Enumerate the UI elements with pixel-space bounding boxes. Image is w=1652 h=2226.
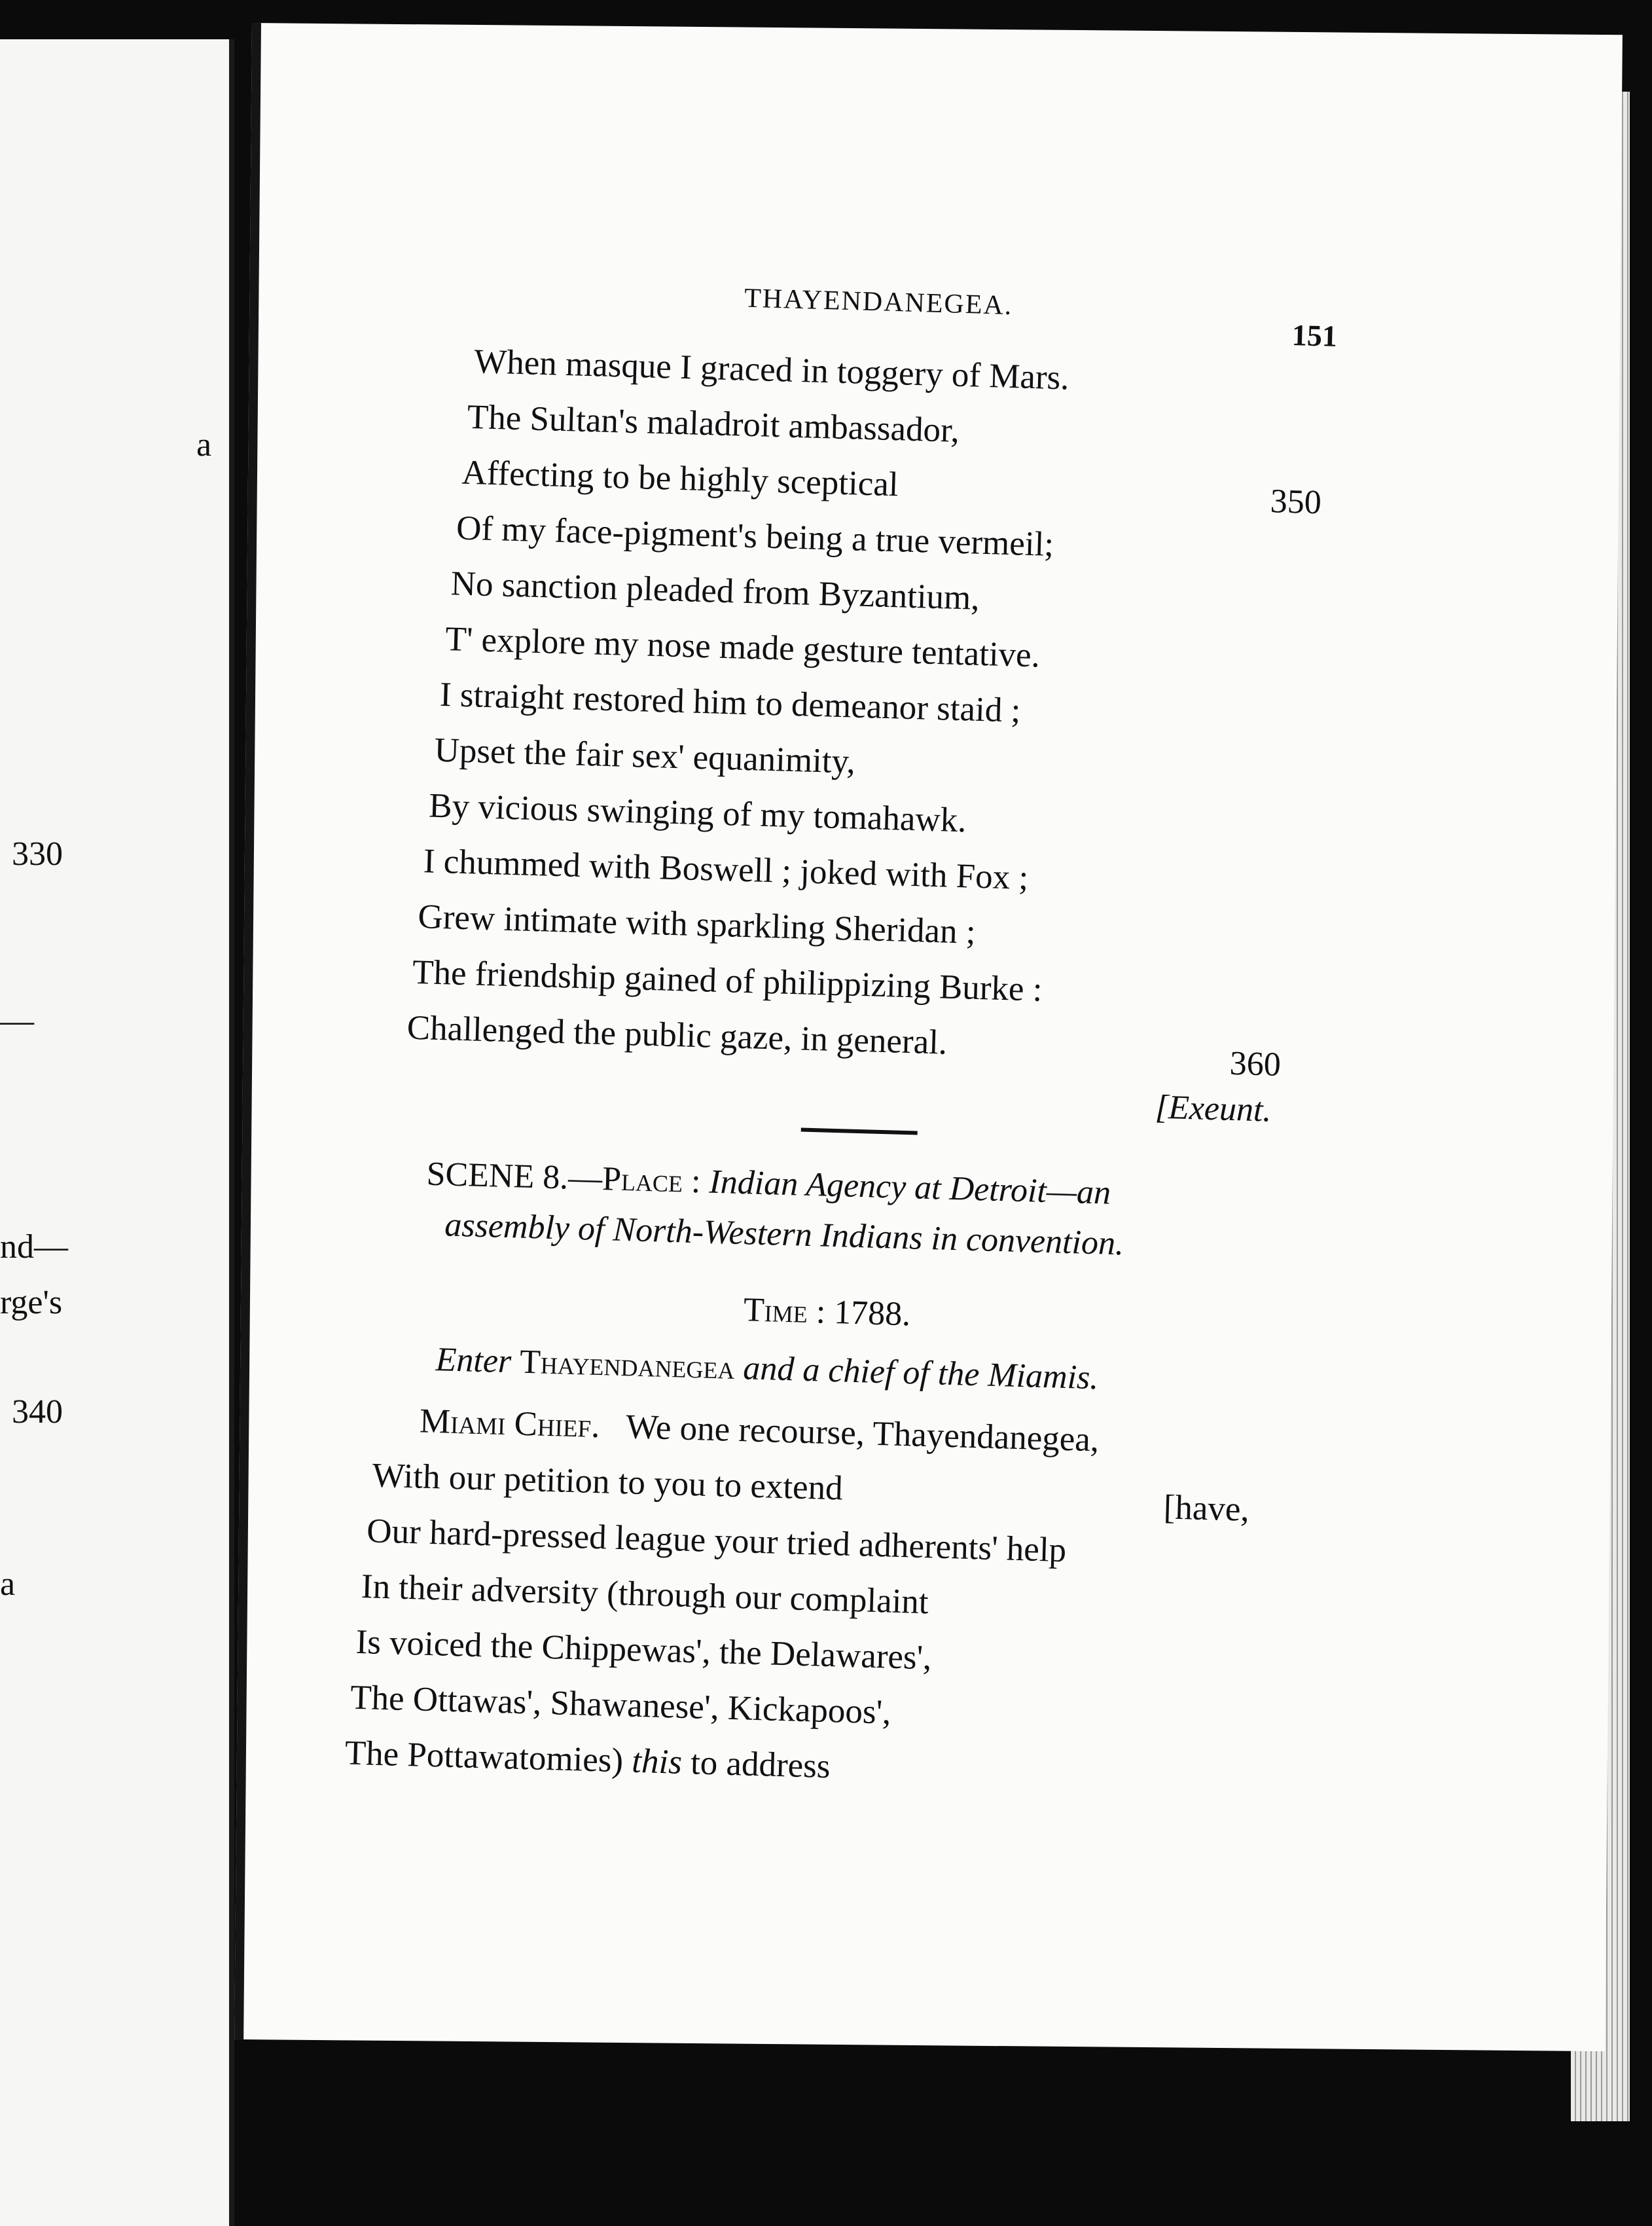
verse-line: Grew intimate with sparkling Sheridan ; <box>417 898 977 951</box>
verse-line: Affecting to be highly sceptical <box>461 453 899 504</box>
left-margin-fragment: rge's <box>0 1284 63 1321</box>
left-line-number: 330 <box>12 835 63 873</box>
verse-line: The friendship gained of philippizing Burke : <box>412 953 1043 1009</box>
speech-turnover: [have, <box>1163 1488 1250 1529</box>
speech-line: Our hard-pressed league your tried adherents' help <box>366 1512 1067 1570</box>
left-page <box>0 39 234 2226</box>
verse-line: By vicious swinging of my tomahawk. <box>428 786 967 840</box>
verse-line: Upset the fair sex' equanimity, <box>433 731 856 781</box>
verse-line: When masque I graced in toggery of Mars. <box>473 342 1070 397</box>
scene-label: SCENE 8.— <box>425 1155 603 1198</box>
speech-line: With our petition to you to extend <box>371 1456 844 1508</box>
running-head: THAYENDANEGEA. <box>744 283 1013 321</box>
speech-line: Is voiced the Chippewas', the Delawares', <box>355 1622 933 1677</box>
time-value: : 1788. <box>806 1292 911 1334</box>
line-number: 350 <box>1270 483 1322 522</box>
verse-line: I straight restored him to demeanor staid ; <box>439 675 1022 730</box>
left-line-number: 340 <box>12 1393 63 1431</box>
verse-line: I chummed with Boswell ; joked with Fox ; <box>423 842 1029 898</box>
speech-line: In their adversity (through our complaint <box>361 1567 929 1622</box>
entrance-rest: and a chief of the Miamis. <box>734 1349 1100 1397</box>
line-number: 360 <box>1229 1044 1282 1084</box>
speech-emphasis: this <box>631 1742 683 1781</box>
time-label: Time <box>743 1291 808 1330</box>
stage-direction-exeunt: [Exeunt. <box>1155 1088 1272 1129</box>
page-number: 151 <box>1291 318 1338 353</box>
scene-heading-continuation: assembly of North-Western Indians in convention. <box>444 1206 1124 1263</box>
left-margin-fragment: a <box>196 426 212 464</box>
scene-time <box>743 1290 911 1334</box>
verse-line: T' explore my nose made gesture tentative. <box>444 620 1041 675</box>
verse-line: Of my face-pigment's being a true vermeil; <box>456 509 1054 564</box>
verse-line: No sanction pleaded from Byzantium, <box>450 564 980 617</box>
speech-text: to address <box>681 1743 831 1786</box>
enter-word: Enter <box>435 1341 512 1381</box>
speech-line: The Ottawas', Shawanese', Kickapoos', <box>350 1678 892 1732</box>
left-margin-fragment: nd— <box>0 1228 68 1266</box>
left-margin-fragment: — <box>0 1002 34 1040</box>
speech-text: The Pottawatomies) <box>344 1734 633 1780</box>
left-margin-fragment: a <box>0 1565 16 1603</box>
place-label: Place <box>602 1160 683 1200</box>
verse-line: The Sultan's maladroit ambassador, <box>467 397 960 450</box>
scene-colon: : <box>682 1162 710 1201</box>
character-name: Thayendanegea <box>519 1343 736 1387</box>
place-text: Indian Agency at Detroit—an <box>708 1163 1111 1212</box>
speech-text: We one recourse, Thayendanegea, <box>625 1408 1100 1459</box>
verse-line: Challenged the public gaze, in general. <box>406 1008 948 1062</box>
speaker-name: Miami Chief. <box>419 1402 601 1446</box>
